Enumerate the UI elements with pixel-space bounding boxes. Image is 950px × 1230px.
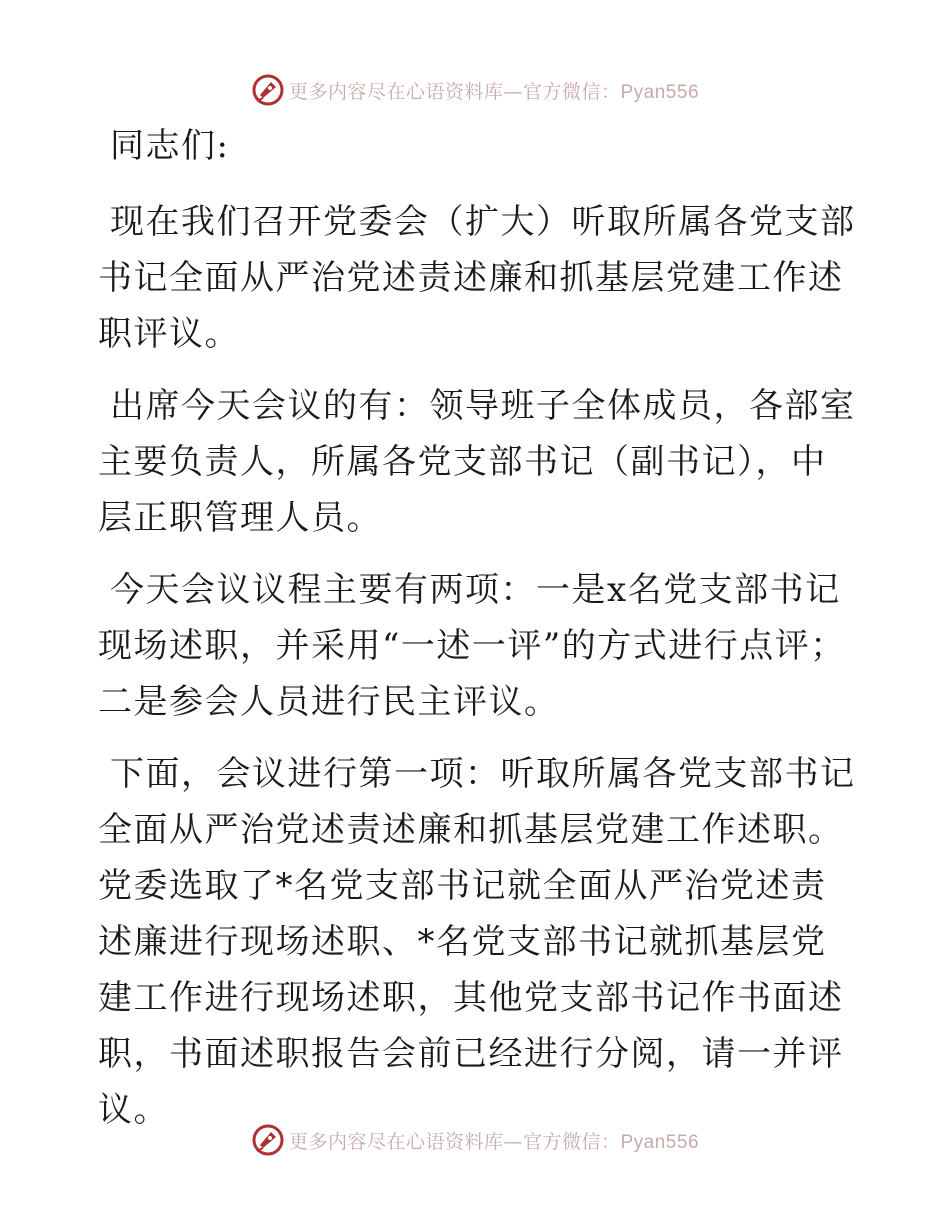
footer-watermark	[0, 1120, 950, 1160]
pen-nib-logo-icon	[251, 1123, 285, 1157]
paragraph-4: 下面，会议进行第一项：听取所属各党支部书记全面从严治党述责述廉和抓基层党建工作述职。党委选取了*名党支部书记就全面从严治党述责述廉进行现场述职、*名党支部书记就抓基层党建工作进行现场述职，其他党支部书记作书面述职，书面述职报告会前已经进行分阅，请一并评议。	[98, 754, 856, 1130]
paragraph-1: 现在我们召开党委会（扩大）听取所属各党支部书记全面从严治党述责述廉和抓基层党建工作述职评议。	[98, 202, 856, 354]
watermark-text: 更多内容尽在心语资料库—官方微信：Pyan556	[288, 80, 700, 103]
header-watermark	[0, 70, 950, 110]
paragraph-3: 今天会议议程主要有两项：一是x名党支部书记现场述职，并采用“一述一评”的方式进行点评；二是参会人员进行民主评议。	[98, 570, 846, 722]
document-body	[98, 118, 858, 1154]
pen-nib-logo-icon	[251, 73, 285, 107]
watermark-text: 更多内容尽在心语资料库—官方微信：Pyan556	[288, 1130, 700, 1153]
paragraph-2: 出席今天会议的有：领导班子全体成员，各部室主要负责人，所属各党支部书记（副书记），中层正职管理人员。	[98, 386, 856, 538]
greeting: 同志们:	[110, 126, 230, 166]
